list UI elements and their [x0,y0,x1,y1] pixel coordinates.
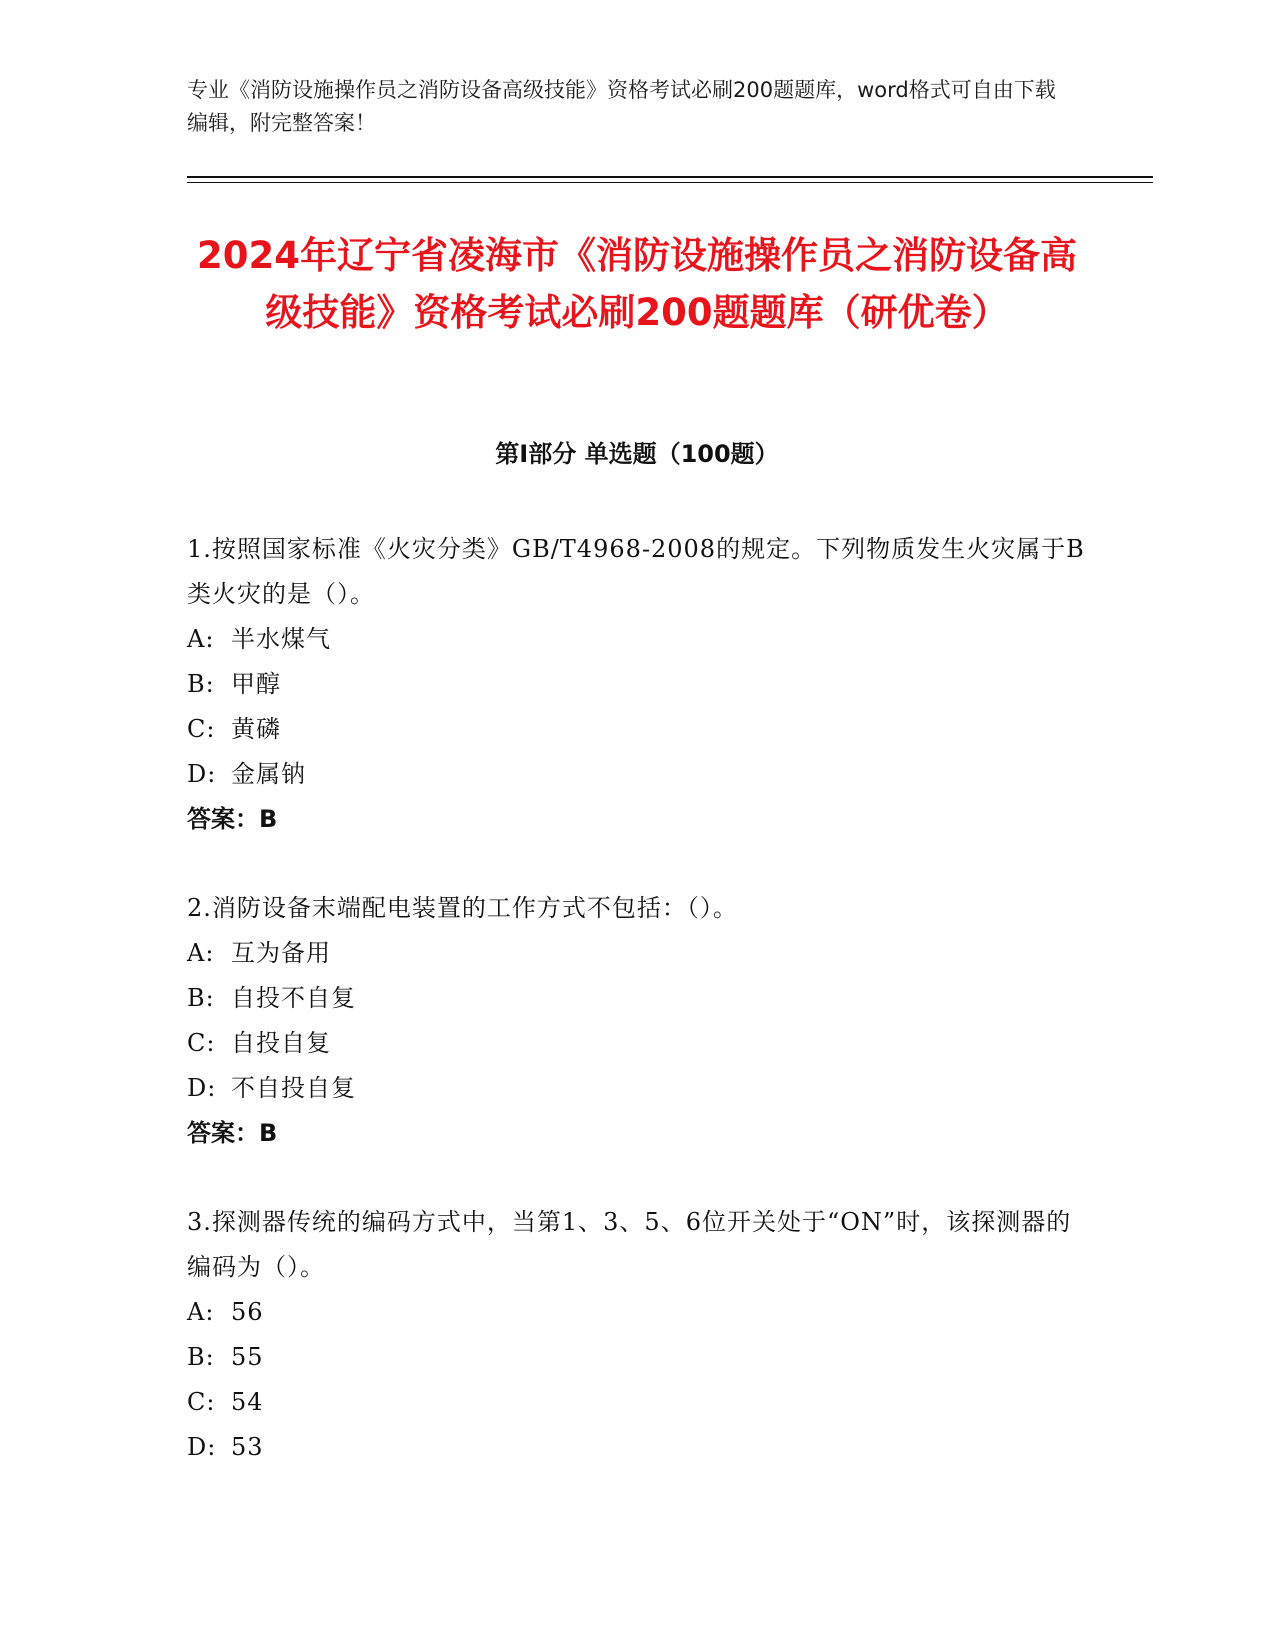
option-text: 黄磷 [231,715,281,743]
option-c [187,1380,1087,1425]
option-letter: D: [187,1074,217,1102]
answer-line: 答案：B [187,805,278,833]
option-b [187,976,1087,1021]
option-text: 54 [231,1388,264,1416]
option-text: 半水煤气 [231,625,331,653]
question-3 [187,1200,1087,1470]
option-text: 自投自复 [231,1029,331,1057]
option-letter: B: [187,1343,215,1371]
option-b [187,662,1087,707]
document-title: 2024年辽宁省凌海市《消防设施操作员之消防设备高级技能》资格考试必刷200题题库（研优卷） [197,234,1077,334]
option-text: 互为备用 [231,939,331,967]
option-a [187,617,1087,662]
option-c [187,707,1087,752]
header-rule-thick [187,176,1153,178]
option-letter: B: [187,984,215,1012]
option-text: 56 [231,1298,264,1326]
option-a [187,1290,1087,1335]
question-list [187,527,1087,1470]
option-letter: A: [187,939,215,967]
option-letter: B: [187,670,215,698]
question-2 [187,886,1087,1156]
question-stem: 3.探测器传统的编码方式中，当第1、3、5、6位开关处于“ON”时，该探测器的编码为（）。 [187,1208,1072,1281]
header-rule-thin [187,182,1153,183]
question-stem: 2.消防设备末端配电装置的工作方式不包括：（）。 [187,894,738,922]
option-letter: A: [187,1298,215,1326]
option-d [187,1425,1087,1470]
question-stem: 1.按照国家标准《火灾分类》GB/T4968-2008的规定。下列物质发生火灾属于B类火灾的是（）。 [187,535,1085,608]
option-text: 金属钠 [231,760,306,788]
option-text: 甲醇 [231,670,281,698]
option-d [187,1066,1087,1111]
header-note: 专业《消防设施操作员之消防设备高级技能》资格考试必刷200题题库，word格式可自由下载编辑，附完整答案！ [187,78,1056,135]
option-letter: C: [187,715,216,743]
question-1 [187,527,1087,842]
option-text: 55 [231,1343,264,1371]
option-letter: A: [187,625,215,653]
option-letter: D: [187,760,217,788]
option-text: 53 [231,1433,264,1461]
option-text: 自投不自复 [231,984,356,1012]
option-d [187,752,1087,797]
option-letter: C: [187,1388,216,1416]
option-letter: C: [187,1029,216,1057]
option-b [187,1335,1087,1380]
option-letter: D: [187,1433,217,1461]
section-heading: 第Ⅰ部分 单选题（100题） [495,440,779,468]
option-a [187,931,1087,976]
option-text: 不自投自复 [231,1074,356,1102]
option-c [187,1021,1087,1066]
answer-line: 答案：B [187,1119,278,1147]
